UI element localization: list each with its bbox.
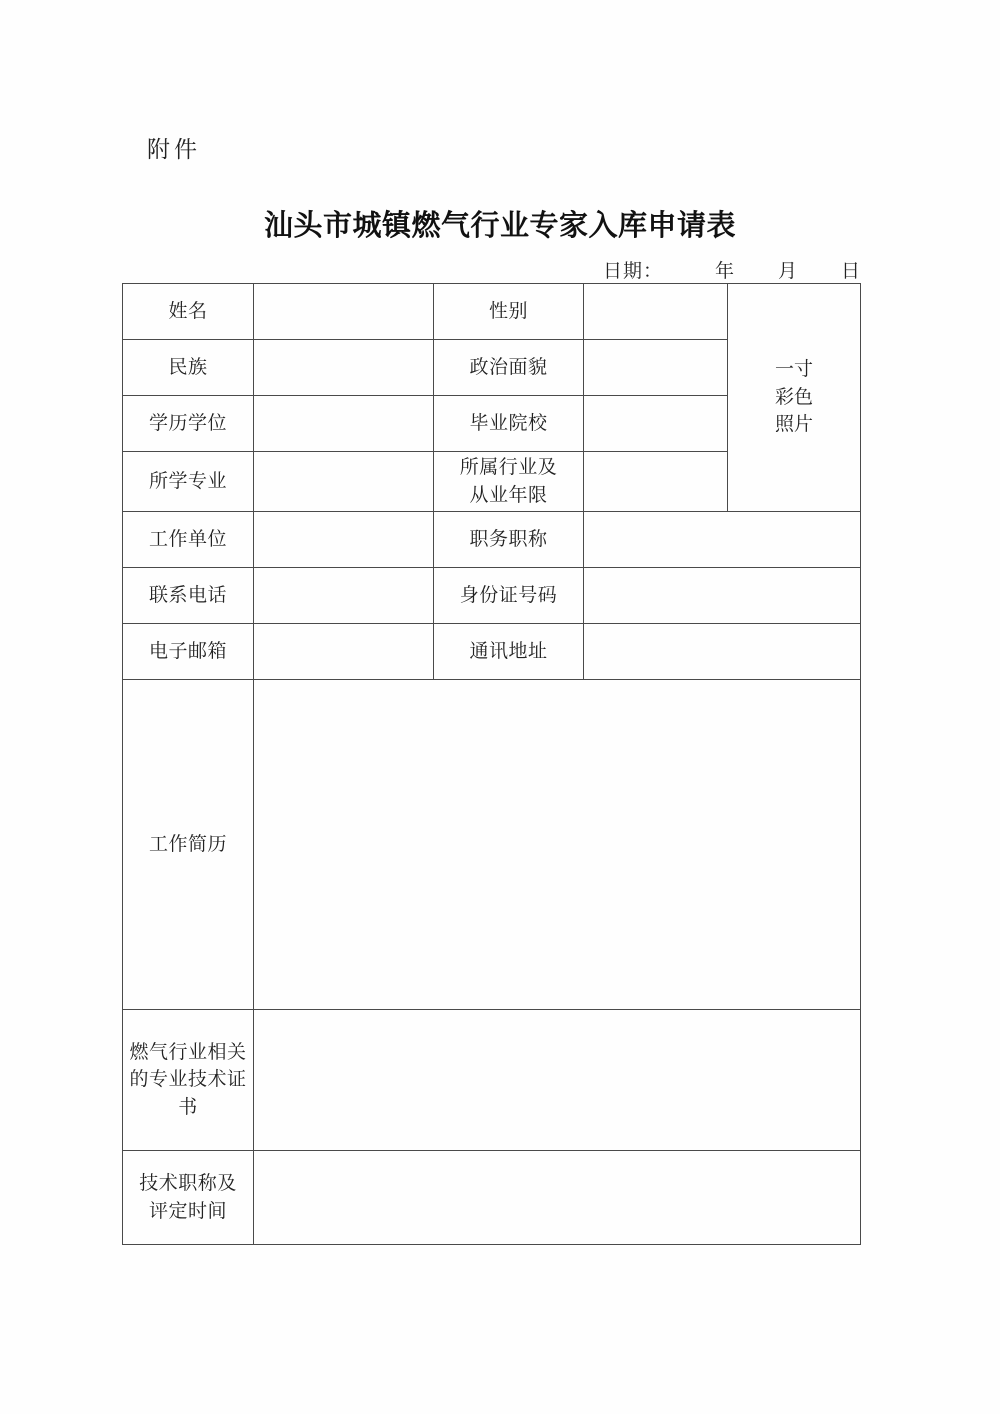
label-ethnicity: 民族 [123,340,254,396]
label-major: 所学专业 [123,452,254,512]
field-work-resume[interactable] [254,680,861,1010]
field-gas-certificates[interactable] [254,1010,861,1151]
photo-line-3: 照片 [774,414,813,436]
field-ethnicity[interactable] [254,340,434,396]
date-year-unit: 年 [714,261,734,282]
table-row [123,568,861,624]
label-tech-title-time [123,1151,254,1245]
field-tech-title-time[interactable] [254,1151,861,1245]
application-form-table [122,283,861,1245]
label-work-unit: 工作单位 [123,512,254,568]
label-political-status: 政治面貌 [434,340,584,396]
label-industry-years-line2: 从业年限 [469,484,548,506]
label-education-degree: 学历学位 [123,396,254,452]
page-title: 汕头市城镇燃气行业专家入库申请表 [263,210,736,242]
label-position-title: 职务职称 [434,512,584,568]
label-tech-title-time-line2: 评定时间 [148,1200,227,1222]
label-gender: 性别 [434,284,584,340]
field-email[interactable] [254,624,434,680]
field-industry-years[interactable] [584,452,728,512]
label-name: 姓名 [123,284,254,340]
field-name[interactable] [254,284,434,340]
table-row [123,1151,861,1245]
table-row [123,512,861,568]
field-education-degree[interactable] [254,396,434,452]
label-id-number: 身份证号码 [434,568,584,624]
date-month-unit: 月 [777,261,797,282]
field-phone[interactable] [254,568,434,624]
field-graduate-school[interactable] [584,396,728,452]
label-industry-years [434,452,584,512]
attachment-label: 附件 [147,137,201,162]
date-label: 日期： [602,261,663,282]
date-line [603,256,860,283]
table-row [123,624,861,680]
label-email: 电子邮箱 [123,624,254,680]
field-position-title[interactable] [584,512,861,568]
label-industry-years-line1: 所属行业及 [459,457,558,478]
photo-line-2: 彩色 [774,386,813,408]
label-phone: 联系电话 [123,568,254,624]
label-graduate-school: 毕业院校 [434,396,584,452]
label-work-resume: 工作简历 [123,680,254,1010]
field-gender[interactable] [584,284,728,340]
field-political-status[interactable] [584,340,728,396]
label-gas-certificates: 燃气行业相关的专业技术证书 [123,1010,254,1151]
label-tech-title-time-line1: 技术职称及 [139,1173,237,1195]
table-row [123,1010,861,1151]
field-address[interactable] [584,624,861,680]
field-id-number[interactable] [584,568,861,624]
table-row [123,680,861,1010]
table-row [123,284,861,340]
field-work-unit[interactable] [254,512,434,568]
date-day-unit: 日 [840,261,860,282]
field-major[interactable] [254,452,434,512]
photo-line-1: 一寸 [774,359,813,381]
label-address: 通讯地址 [434,624,584,680]
photo-placeholder-cell[interactable] [728,284,861,512]
